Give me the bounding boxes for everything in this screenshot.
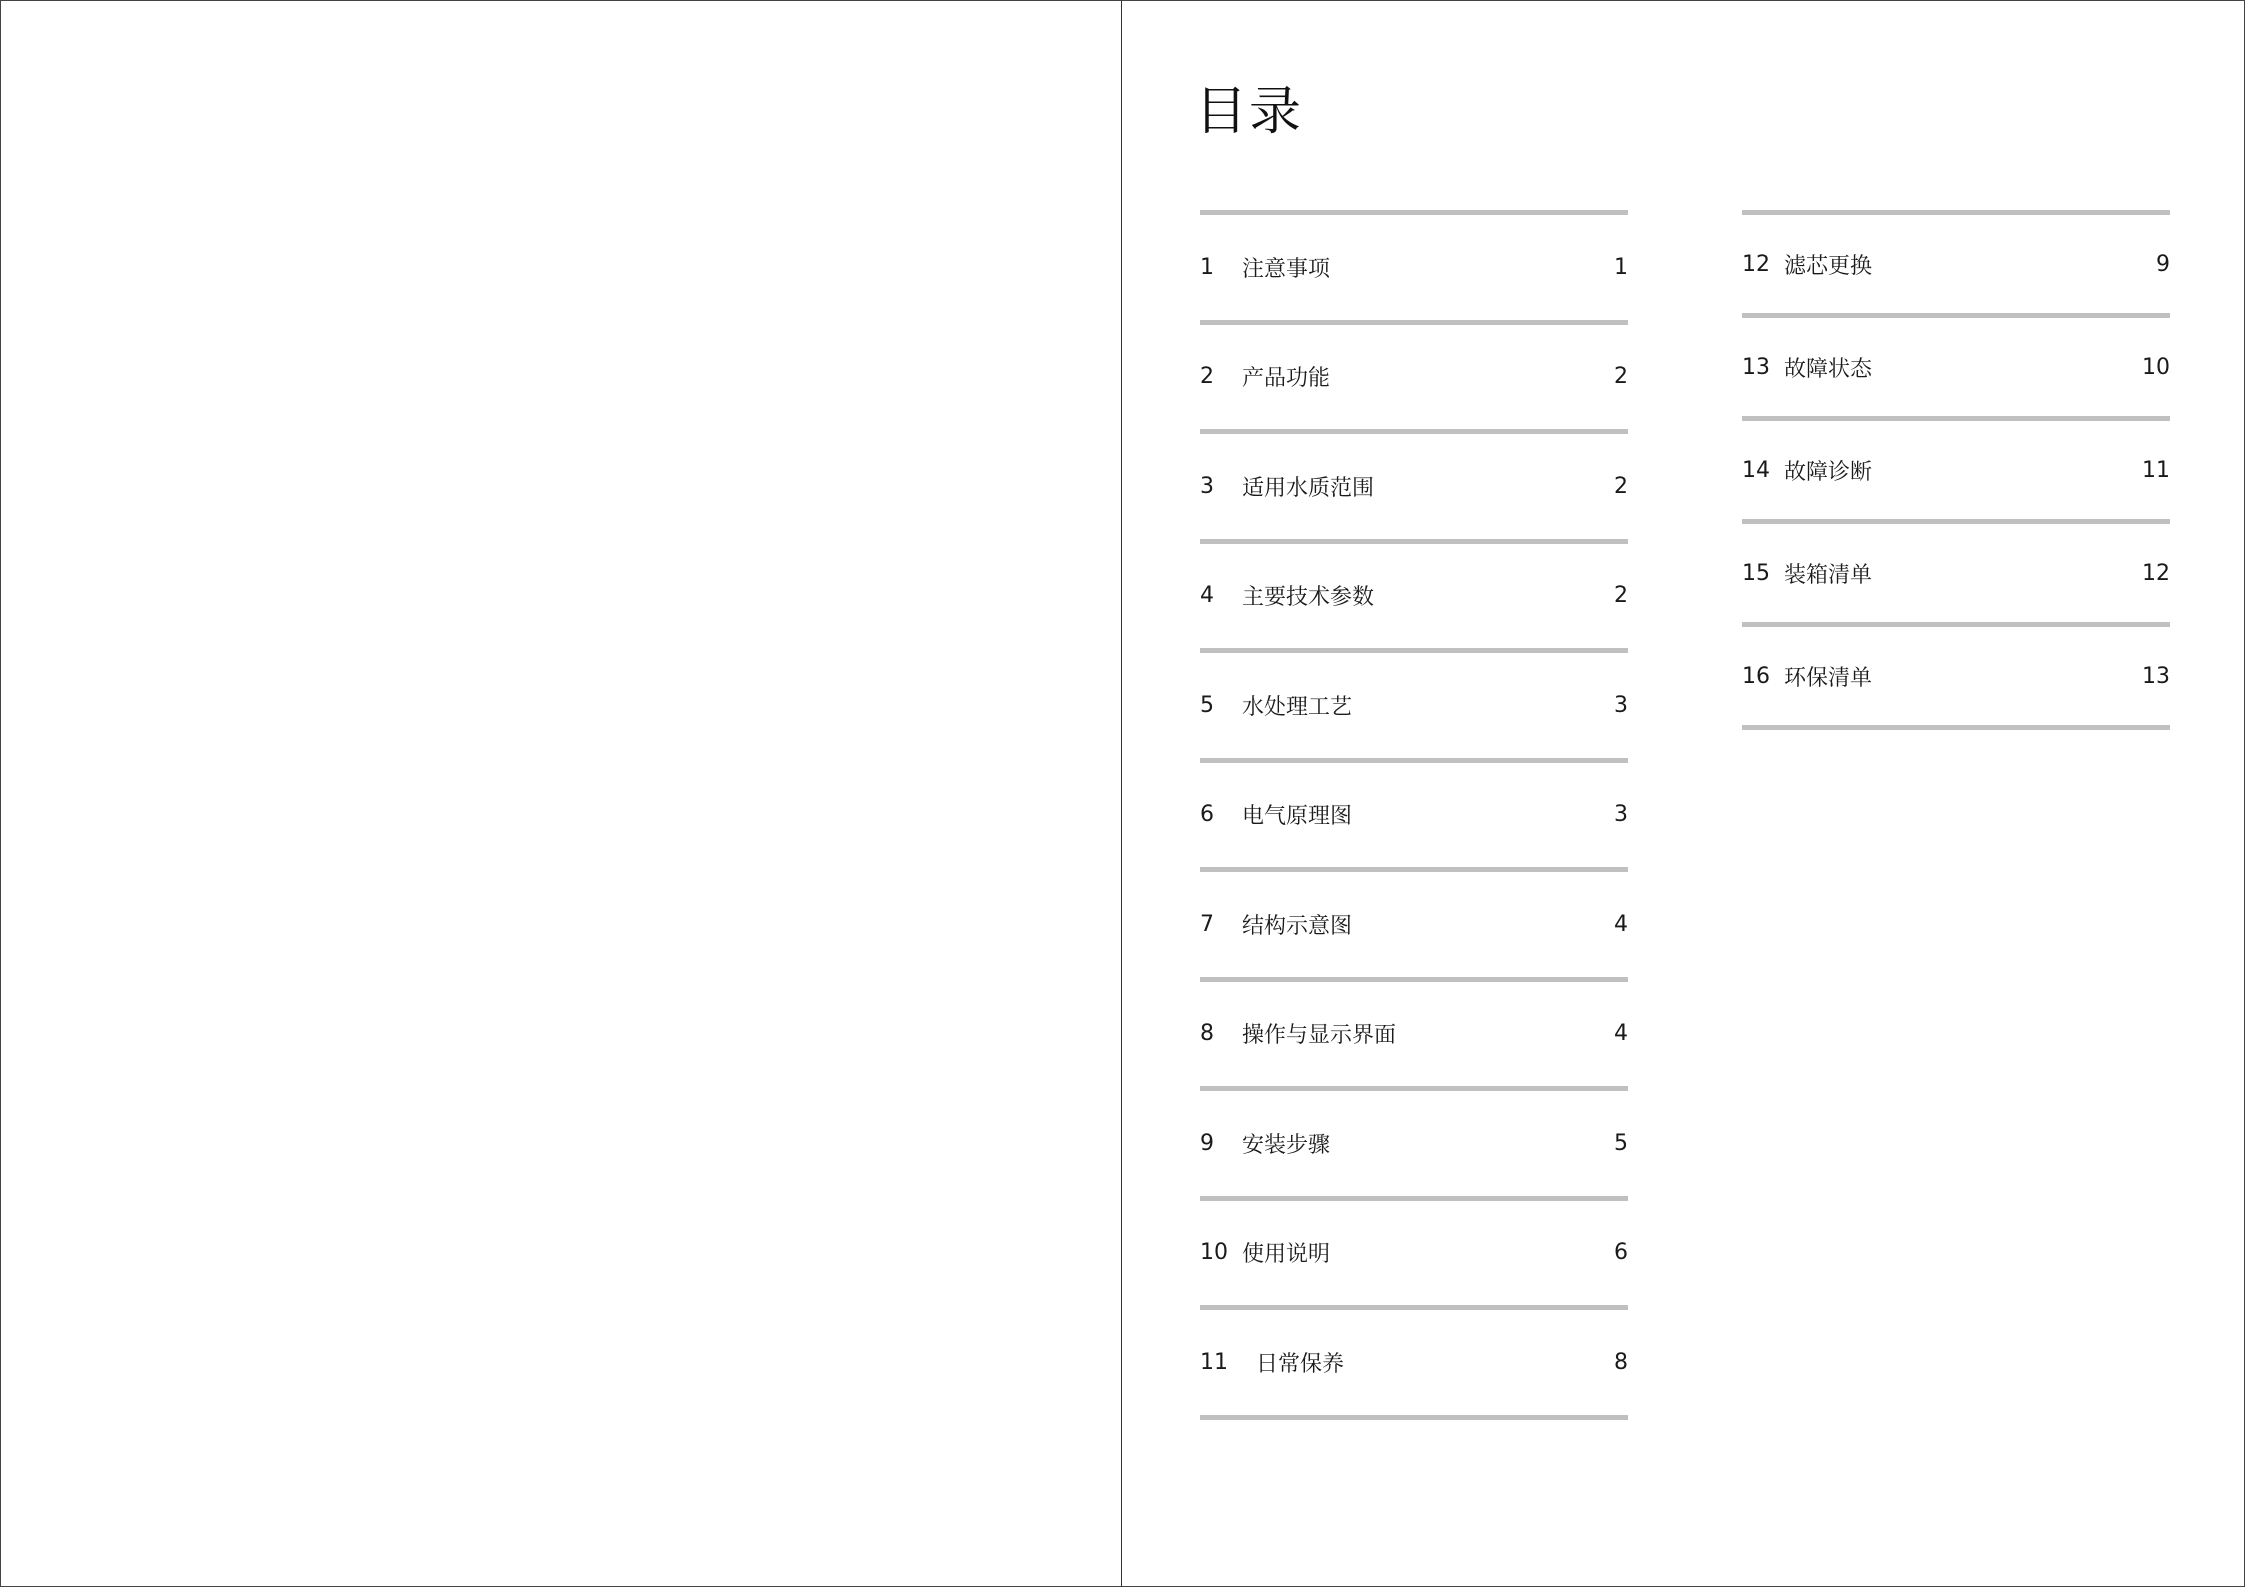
- toc-entry-number: 13: [1742, 354, 1770, 380]
- toc-entry[interactable]: [1742, 421, 2170, 524]
- toc-entry-page: 3: [1614, 692, 1628, 718]
- blank-left-page: [1, 1, 1120, 1586]
- toc-entry-title: 结构示意图: [1242, 913, 1353, 939]
- toc-entry-page: 2: [1614, 364, 1628, 390]
- toc-entry-page: 1: [1614, 254, 1628, 280]
- toc-entry[interactable]: [1200, 872, 1628, 982]
- toc-entry-page: 6: [1614, 1240, 1628, 1266]
- toc-entry-page: 3: [1614, 802, 1628, 828]
- toc-entry[interactable]: [1200, 434, 1628, 544]
- toc-entry-number: 14: [1742, 457, 1770, 483]
- toc-entry-number: 3: [1200, 473, 1214, 499]
- toc-entry[interactable]: [1742, 524, 2170, 627]
- toc-entry-title: 故障状态: [1784, 356, 1873, 382]
- toc-entry-title: 故障诊断: [1784, 459, 1873, 485]
- toc-entry-number: 4: [1200, 583, 1214, 609]
- toc-entry-title: 适用水质范围: [1242, 475, 1375, 501]
- toc-entry[interactable]: [1200, 982, 1628, 1092]
- toc-entry-title: 滤芯更换: [1784, 253, 1873, 279]
- toc-entry-number: 8: [1200, 1021, 1214, 1047]
- toc-entry-number: 10: [1200, 1240, 1228, 1266]
- toc-entry-page: 2: [1614, 583, 1628, 609]
- toc-entry-page: 4: [1614, 1021, 1628, 1047]
- toc-entry-page: 4: [1614, 911, 1628, 937]
- toc-entry-page: 2: [1614, 473, 1628, 499]
- toc-entry-page: 9: [2156, 251, 2170, 277]
- toc-entry[interactable]: [1200, 325, 1628, 435]
- toc-entry[interactable]: [1200, 1091, 1628, 1201]
- toc-entry-number: 11: [1200, 1349, 1228, 1375]
- toc-entry-number: 12: [1742, 251, 1770, 277]
- toc-entry-title: 使用说明: [1242, 1242, 1331, 1268]
- toc-entry-page: 10: [2142, 354, 2170, 380]
- toc-entry[interactable]: [1200, 544, 1628, 654]
- toc-entry-number: 9: [1200, 1130, 1214, 1156]
- toc-entry[interactable]: [1200, 1201, 1628, 1311]
- toc-entry[interactable]: [1200, 653, 1628, 763]
- toc-entry-title: 日常保养: [1256, 1351, 1345, 1377]
- toc-entry-number: 2: [1200, 364, 1214, 390]
- toc-entry-title: 环保清单: [1784, 665, 1873, 691]
- toc-entry[interactable]: [1200, 215, 1628, 325]
- toc-entry[interactable]: [1742, 627, 2170, 730]
- toc-entry-page: 11: [2142, 457, 2170, 483]
- toc-entry-number: 7: [1200, 911, 1214, 937]
- toc-entry-title: 注意事项: [1242, 256, 1331, 282]
- toc-entry-number: 16: [1742, 663, 1770, 689]
- toc-entry-title: 安装步骤: [1242, 1132, 1331, 1158]
- toc-column-left: [1200, 210, 1628, 1420]
- toc-entry-title: 产品功能: [1242, 366, 1331, 392]
- toc-entry-title: 水处理工艺: [1242, 694, 1353, 720]
- toc-entry-page: 5: [1614, 1130, 1628, 1156]
- toc-entry-page: 13: [2142, 663, 2170, 689]
- toc-entry-number: 15: [1742, 560, 1770, 586]
- toc-entry[interactable]: [1200, 1310, 1628, 1420]
- toc-entry[interactable]: [1200, 763, 1628, 873]
- toc-entry-title: 操作与显示界面: [1242, 1023, 1397, 1049]
- toc-heading: 目录: [1195, 82, 1304, 142]
- toc-entry[interactable]: [1742, 215, 2170, 318]
- toc-entry-title: 电气原理图: [1242, 804, 1353, 830]
- toc-entry-title: 装箱清单: [1784, 562, 1873, 588]
- toc-entry-number: 5: [1200, 692, 1214, 718]
- toc-column-right: [1742, 210, 2170, 730]
- toc-entry-page: 8: [1614, 1349, 1628, 1375]
- toc-entry-title: 主要技术参数: [1242, 585, 1375, 611]
- toc-entry[interactable]: [1742, 318, 2170, 421]
- toc-entry-number: 6: [1200, 802, 1214, 828]
- toc-entry-number: 1: [1200, 254, 1214, 280]
- page-fold-line: [1121, 0, 1122, 1587]
- toc-entry-page: 12: [2142, 560, 2170, 586]
